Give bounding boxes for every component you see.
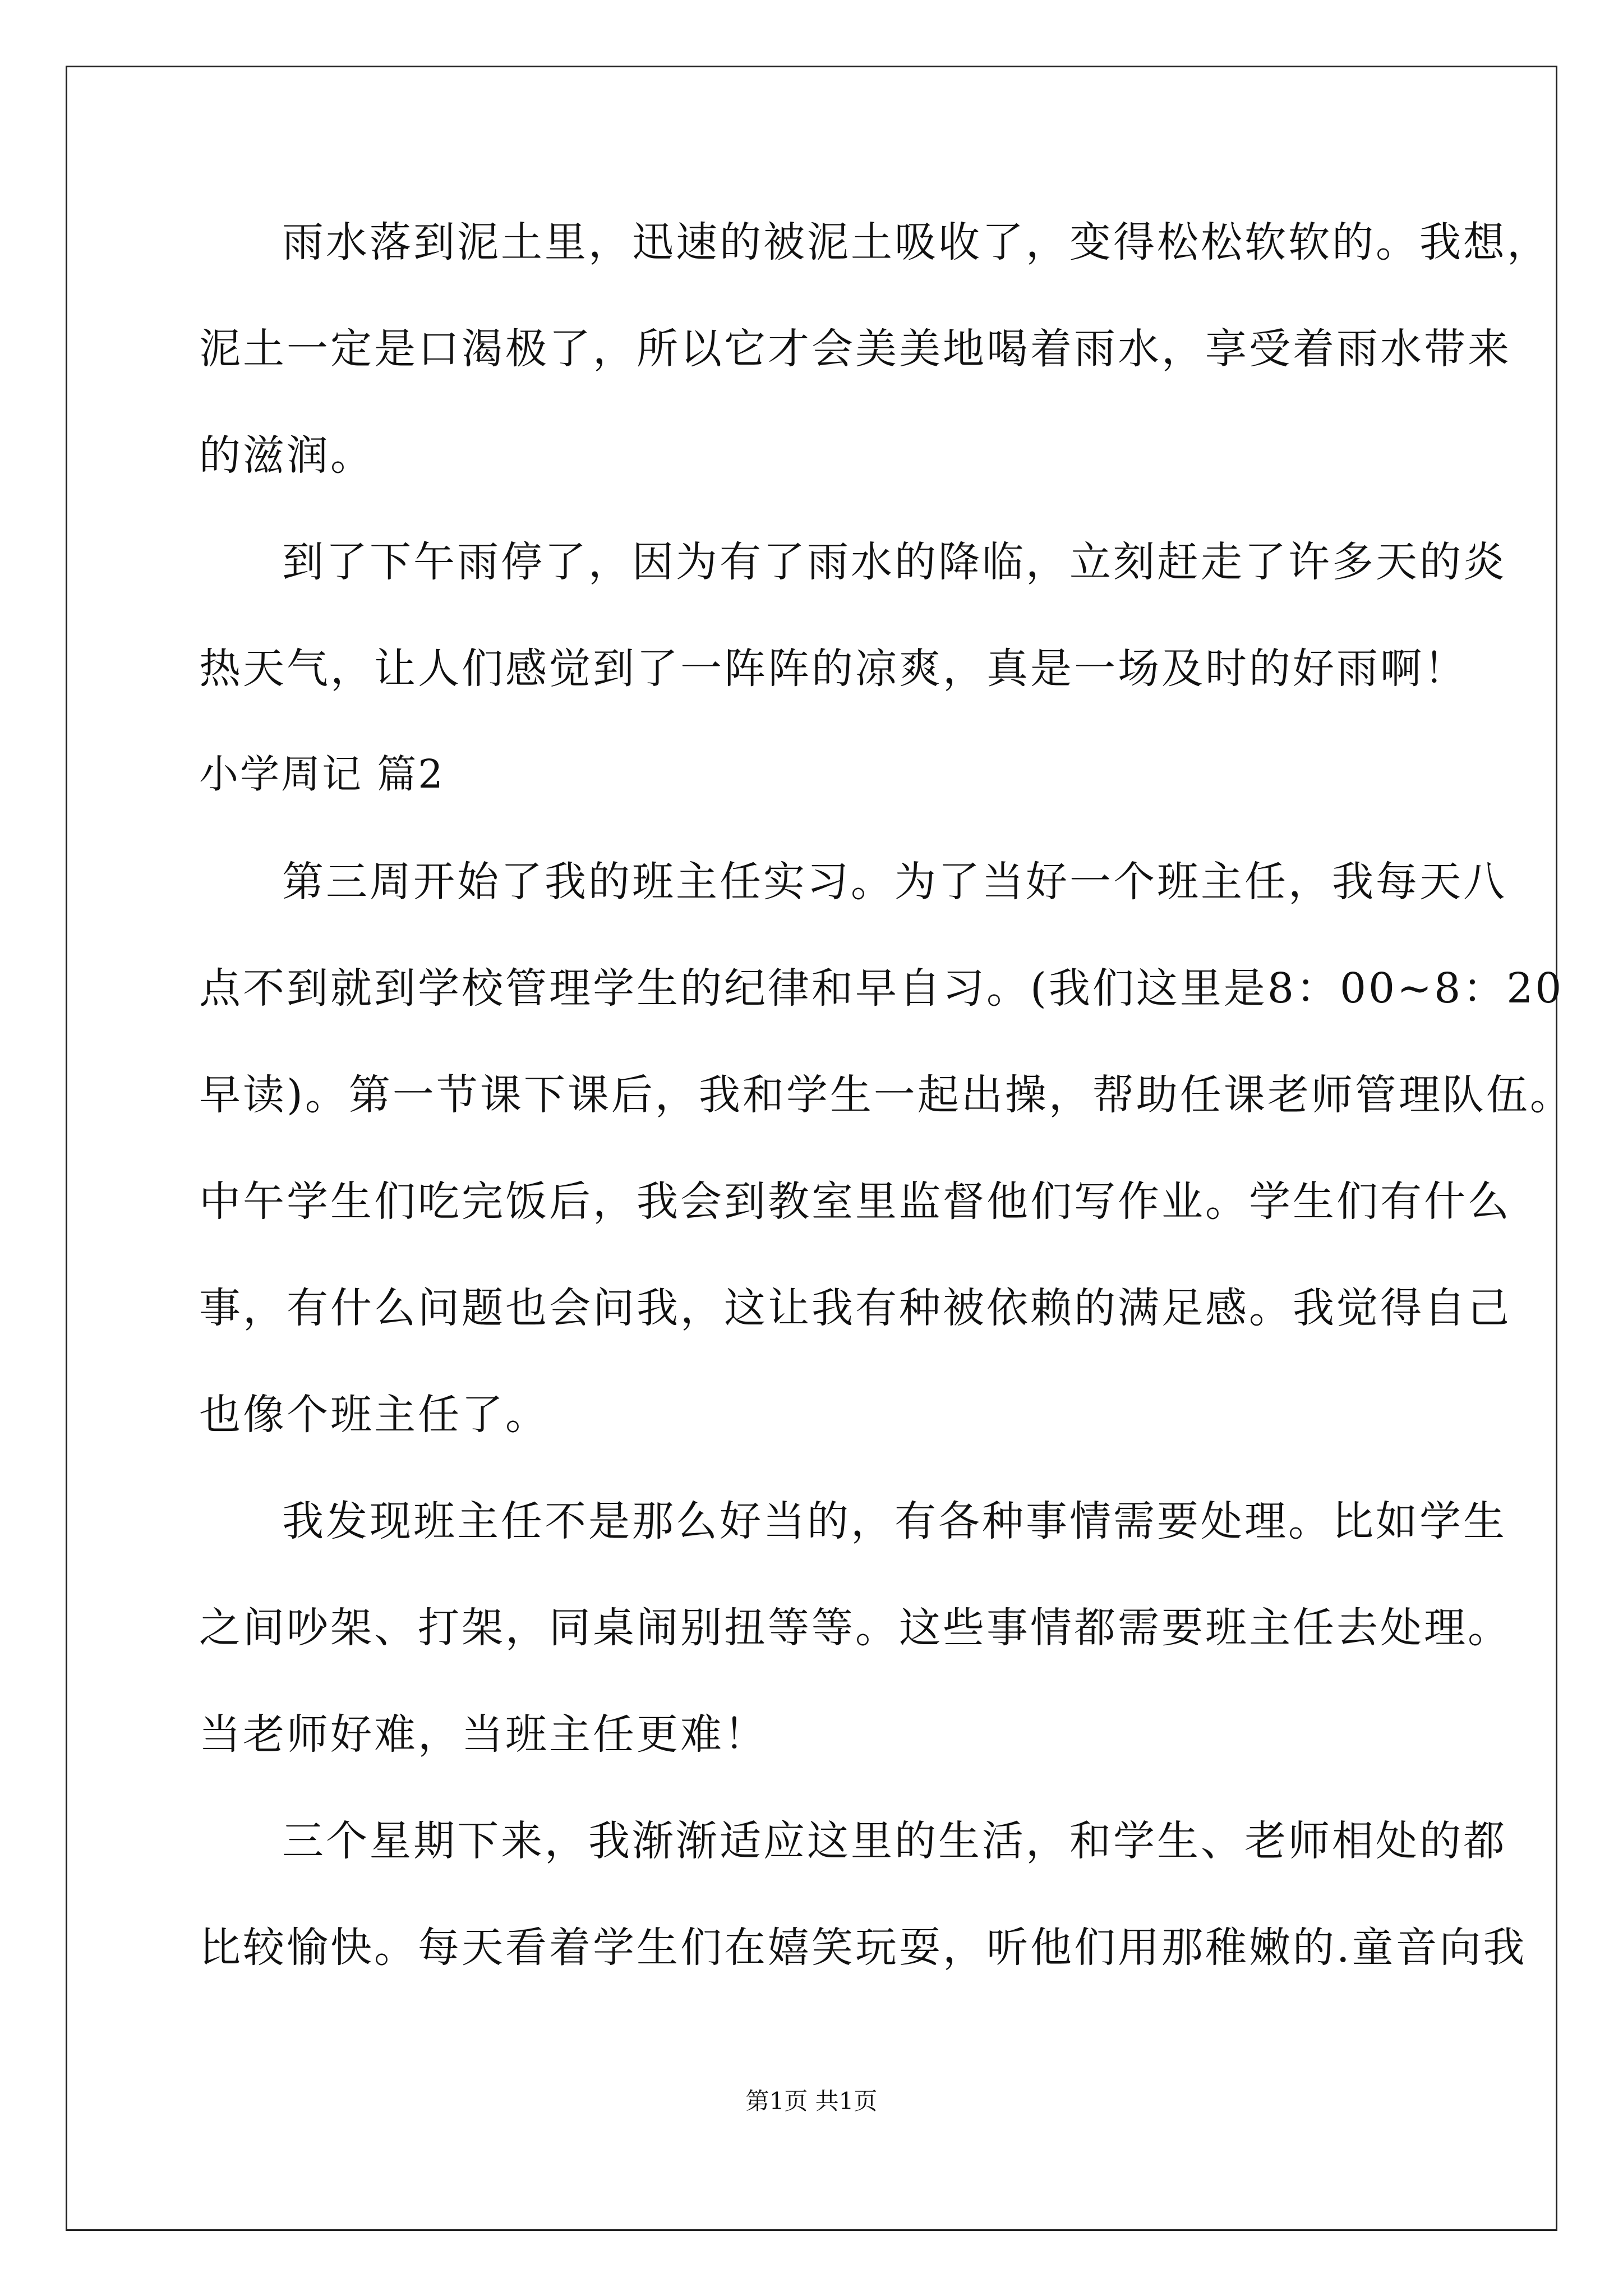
paragraph-5-line-2: 比较愉快。每天看着学生们在嬉笑玩耍，听他们用那稚嫩的.童音向我 xyxy=(199,1924,1527,1972)
paragraph-1-line-3: 的滋润。 xyxy=(199,431,374,480)
paragraph-5-line-1: 三个星期下来，我渐渐适应这里的生活，和学生、老师相处的都 xyxy=(282,1817,1507,1865)
paragraph-2-line-1: 到了下午雨停了，因为有了雨水的降临，立刻赶走了许多天的炎 xyxy=(282,538,1507,586)
paragraph-1-line-1: 雨水落到泥土里，迅速的被泥土吸收了，变得松松软软的。我想， xyxy=(282,218,1551,266)
paragraph-4-line-2: 之间吵架、打架，同桌闹别扭等等。这些事情都需要班主任去处理。 xyxy=(199,1604,1511,1652)
paragraph-3-line-3: 早读)。第一节课下课后，我和学生一起出操，帮助任课老师管理队伍。 xyxy=(199,1071,1574,1119)
paragraph-3-line-1: 第三周开始了我的班主任实习。为了当好一个班主任，我每天八 xyxy=(282,858,1507,906)
paragraph-3-line-2: 点不到就到学校管理学生的纪律和早自习。(我们这里是8：00~8：20 xyxy=(199,964,1564,1013)
paragraph-3-line-6: 也像个班主任了。 xyxy=(199,1391,549,1439)
paragraph-3-line-5: 事，有什么问题也会问我，这让我有种被依赖的满足感。我觉得自己 xyxy=(199,1284,1511,1332)
section-heading: 小学周记 篇2 xyxy=(199,751,445,797)
paragraph-4-line-3: 当老师好难，当班主任更难！ xyxy=(199,1710,768,1759)
page-frame xyxy=(66,66,1574,2231)
paragraph-1-line-2: 泥土一定是口渴极了，所以它才会美美地喝着雨水，享受着雨水带来 xyxy=(199,325,1511,373)
paragraph-3-line-4: 中午学生们吃完饭后，我会到教室里监督他们写作业。学生们有什么 xyxy=(199,1177,1511,1226)
page-footer: 第1页 共1页 xyxy=(745,2087,878,2115)
paragraph-2-line-2: 热天气，让人们感觉到了一阵阵的凉爽，真是一场及时的好雨啊！ xyxy=(199,645,1468,693)
paragraph-4-line-1: 我发现班主任不是那么好当的，有各种事情需要处理。比如学生 xyxy=(282,1497,1507,1545)
